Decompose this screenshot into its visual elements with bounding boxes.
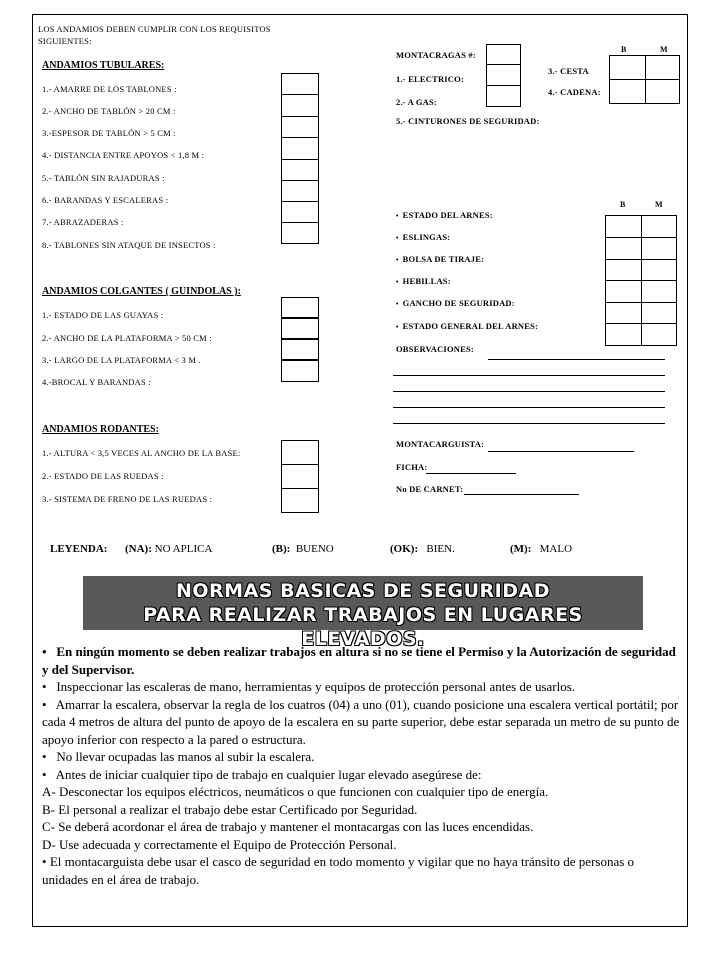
bullet-icon: •	[42, 766, 47, 782]
rodantes-checkbox[interactable]	[281, 488, 319, 513]
legend-label: LEYENDA:	[50, 543, 108, 555]
carnet-label: No DE CARNET:	[396, 484, 464, 494]
tubulares-item: 2.- ANCHO DE TABLÓN > 20 CM :	[42, 106, 176, 116]
arnes-m-box[interactable]	[641, 323, 677, 346]
arnes-col-m: M	[655, 200, 663, 209]
observaciones-line[interactable]	[393, 407, 665, 408]
tubulares-title: ANDAMIOS TUBULARES:	[42, 60, 165, 71]
cadena-label: 4.- CADENA:	[548, 87, 601, 97]
rodantes-title: ANDAMIOS RODANTES:	[42, 424, 159, 435]
arnes-b-box[interactable]	[605, 259, 642, 281]
rodantes-checkbox[interactable]	[281, 440, 319, 465]
rule-item: • No llevar ocupadas las manos al subir la escalera.	[42, 749, 315, 764]
bullet-icon: •	[42, 679, 47, 694]
cadena-b-box[interactable]	[609, 79, 646, 104]
observaciones-label: OBSERVACIONES:	[396, 344, 474, 354]
bullet-icon: •	[42, 854, 47, 869]
arnes-item: • BOLSA DE TIRAJE:	[396, 254, 485, 265]
montacarguista-label: MONTACARGUISTA:	[396, 439, 485, 449]
observaciones-line[interactable]	[393, 375, 665, 376]
arnes-col-b: B	[620, 200, 626, 209]
rodantes-checkbox[interactable]	[281, 464, 319, 489]
rule-item: • El montacarguista debe usar el casco de seguridad en todo momento y vigilar que no haya tránsito de personas o unidades en el área de trabajo.	[42, 854, 635, 887]
observaciones-line[interactable]	[488, 359, 665, 360]
rule-subitem-d: D- Use adecuada y correctamente el Equipo de Protección Personal.	[42, 836, 397, 852]
header-note-line2: SIGUIENTES:	[38, 36, 92, 46]
rodantes-item: 3.- SISTEMA DE FRENO DE LAS RUEDAS :	[42, 494, 213, 504]
bullet-icon: •	[396, 300, 399, 309]
colgantes-checkbox[interactable]	[281, 360, 319, 382]
arnes-b-box[interactable]	[605, 280, 642, 303]
rule-item: • Inspeccionar las escaleras de mano, herramientas y equipos de protección personal antes de usarlos.	[42, 679, 576, 694]
bullet-icon: •	[396, 323, 399, 332]
colgantes-item: 3.- LARGO DE LA PLATAFORMA < 3 M .	[42, 355, 201, 365]
tubulares-checkbox[interactable]	[281, 201, 319, 223]
colgantes-item: 2.- ANCHO DE LA PLATAFORMA > 50 CM :	[42, 333, 212, 343]
montacargas-col-m: M	[660, 45, 668, 54]
safety-banner	[83, 576, 643, 650]
legend-b: (B): BUENO	[272, 543, 334, 555]
rule-item: • En ningún momento se deben realizar trabajos en altura si no se tiene el Permiso y la Autorización de seguridad y del Supervisor.	[42, 644, 676, 677]
safety-rules	[42, 643, 682, 888]
arnes-b-box[interactable]	[605, 302, 642, 324]
arnes-b-box[interactable]	[605, 323, 642, 346]
tubulares-item: 5.- TABLÓN SIN RAJADURAS :	[42, 173, 165, 183]
montacarguista-field[interactable]	[488, 451, 634, 452]
bullet-icon: •	[396, 212, 399, 221]
cadena-m-box[interactable]	[645, 79, 680, 104]
carnet-field[interactable]	[464, 494, 579, 495]
colgantes-item: 4.-BROCAL Y BARANDAS :	[42, 377, 151, 387]
arnes-item: • ESTADO GENERAL DEL ARNES:	[396, 321, 539, 332]
bullet-icon: •	[396, 278, 399, 287]
montacargas-gas-label: 2.- A GAS:	[396, 97, 437, 107]
tubulares-item: 6.- BARANDAS Y ESCALERAS :	[42, 195, 169, 205]
tubulares-checkbox[interactable]	[281, 180, 319, 202]
rodantes-item: 2.- ESTADO DE LAS RUEDAS :	[42, 471, 164, 481]
arnes-m-box[interactable]	[641, 259, 677, 281]
bullet-icon: •	[42, 749, 47, 764]
rule-item: • Antes de iniciar cualquier tipo de trabajo en cualquier lugar elevado asegúrese de:	[42, 766, 482, 782]
legend-m: (M): MALO	[510, 543, 573, 555]
tubulares-item: 7.- ABRAZADERAS :	[42, 217, 124, 227]
rule-subitem-a: A- Desconectar los equipos eléctricos, neumáticos o que funcionen con cualquier tipo de energía.	[42, 784, 549, 799]
arnes-m-box[interactable]	[641, 280, 677, 303]
header-note-line1: LOS ANDAMIOS DEBEN CUMPLIR CON LOS REQUISITOS	[38, 24, 271, 34]
bullet-icon: •	[396, 256, 399, 265]
montacargas-number-box[interactable]	[486, 44, 521, 65]
colgantes-checkbox[interactable]	[281, 339, 319, 361]
tubulares-checkbox[interactable]	[281, 116, 319, 138]
observaciones-line[interactable]	[393, 423, 665, 424]
arnes-m-box[interactable]	[641, 302, 677, 324]
tubulares-checkbox[interactable]	[281, 73, 319, 95]
legend-na: (NA): NO APLICA	[125, 543, 213, 555]
tubulares-item: 3.-ESPESOR DE TABLÓN > 5 CM :	[42, 128, 176, 138]
rule-subitem-b: B- El personal a realizar el trabajo debe estar Certificado por Seguridad.	[42, 801, 418, 817]
banner-line2: PARA REALIZAR TRABAJOS EN LUGARES ELEVADOS.	[143, 604, 583, 650]
cesta-m-box[interactable]	[645, 55, 680, 80]
arnes-m-box[interactable]	[641, 237, 677, 260]
tubulares-item: 8.- TABLONES SIN ATAQUE DE INSECTOS :	[42, 240, 216, 250]
montacargas-electrico-label: 1.- ELECTRICO:	[396, 74, 464, 84]
arnes-item: • ESLINGAS:	[396, 232, 451, 243]
cesta-label: 3.- CESTA	[548, 66, 589, 76]
arnes-item: • HEBILLAS:	[396, 276, 451, 287]
tubulares-item: 1.- AMARRE DE LOS TABLONES :	[42, 84, 177, 94]
arnes-b-box[interactable]	[605, 237, 642, 260]
legend-ok: (OK): BIEN.	[390, 543, 455, 555]
observaciones-line[interactable]	[393, 391, 665, 392]
bullet-icon: •	[42, 644, 47, 659]
tubulares-checkbox[interactable]	[281, 137, 319, 160]
legend	[50, 543, 107, 555]
montacargas-number-label: MONTACRAGAS #:	[396, 50, 476, 60]
tubulares-item: 4.- DISTANCIA ENTRE APOYOS < 1,8 M :	[42, 150, 205, 160]
bullet-icon: •	[42, 696, 47, 712]
colgantes-checkbox[interactable]	[281, 297, 319, 319]
cinturones-label: 5.- CINTURONES DE SEGURIDAD:	[396, 116, 540, 126]
tubulares-checkbox[interactable]	[281, 222, 319, 244]
electrico-box[interactable]	[486, 64, 521, 86]
arnes-item: • ESTADO DEL ARNES:	[396, 210, 493, 221]
tubulares-checkbox[interactable]	[281, 159, 319, 181]
cesta-b-box[interactable]	[609, 55, 646, 80]
colgantes-checkbox[interactable]	[281, 318, 319, 340]
rule-item: • Amarrar la escalera, observar la regla de los cuatros (04) a uno (01), cuando posicione una escalera vertical portátil; por cada 4 metros de altura del punto de apoyo de la escalera en su parte superior, debe estar separada un metro de su punto de apoyo inferior con respecto a la pared o estructura.	[42, 696, 680, 747]
ficha-label: FICHA:	[396, 462, 428, 472]
colgantes-title: ANDAMIOS COLGANTES ( GUINDOLAS ):	[42, 286, 241, 297]
rodantes-item: 1.- ALTURA < 3,5 VECES AL ANCHO DE LA BASE:	[42, 448, 241, 458]
arnes-m-box[interactable]	[641, 215, 677, 238]
bullet-icon: •	[396, 234, 399, 243]
arnes-b-box[interactable]	[605, 215, 642, 238]
ficha-field[interactable]	[426, 473, 516, 474]
tubulares-checkbox[interactable]	[281, 94, 319, 117]
arnes-item: • GANCHO DE SEGURIDAD:	[396, 298, 515, 309]
colgantes-item: 1.- ESTADO DE LAS GUAYAS :	[42, 310, 164, 320]
banner-line1: NORMAS BASICAS DE SEGURIDAD	[176, 580, 550, 602]
montacargas-col-b: B	[621, 45, 627, 54]
rule-subitem-c: C- Se deberá acordonar el área de trabajo y mantener el montacargas con las luces encendidas.	[42, 819, 534, 834]
gas-box[interactable]	[486, 85, 521, 107]
